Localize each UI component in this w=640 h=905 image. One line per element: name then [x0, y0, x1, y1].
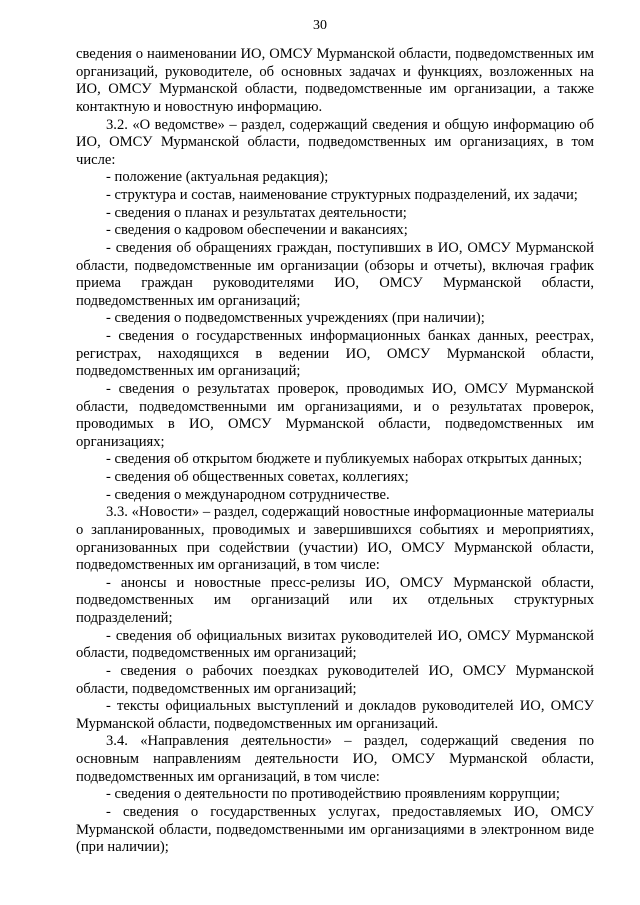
paragraph: - сведения о кадровом обеспечении и вакансиях; — [106, 222, 408, 239]
document-body — [76, 46, 594, 857]
paragraph: - сведения об официальных визитах руководителей ИО, ОМСУ Мурманской области, подведомственных им организаций; — [76, 627, 594, 662]
paragraph: - сведения о государственных информационных банках данных, реестрах, регистрах, находящихся в ведении ИО, ОМСУ Мурманской области, подведомственных им организаций; — [76, 328, 594, 380]
paragraph: - сведения об обращениях граждан, поступивших в ИО, ОМСУ Мурманской области, подведомственные им организации (обзоры и отчеты), включая график приема граждан руководителями ИО, ОМСУ Мурманской области, подведомственных им организаций; — [76, 239, 594, 309]
paragraph: - сведения об общественных советах, коллегиях; — [106, 469, 409, 485]
paragraph: - сведения о государственных услугах, предоставляемых ИО, ОМСУ Мурманской области, подведомственными им организациями в электронном виде (при наличии); — [76, 803, 594, 856]
paragraph: - сведения о международном сотрудничестве. — [106, 486, 390, 503]
paragraph: - сведения об открытом бюджете и публикуемых наборах открытых данных; — [106, 451, 583, 468]
paragraph: - сведения о подведомственных учреждениях (при наличии); — [106, 310, 485, 327]
paragraph: - анонсы и новостные пресс-релизы ИО, ОМСУ Мурманской области, подведомственных им организаций или их отдельных структурных подразделений; — [76, 574, 594, 626]
paragraph: - положение (актуальная редакция); — [106, 169, 329, 186]
paragraph: - тексты официальных выступлений и докладов руководителей ИО, ОМСУ Мурманской области, подведомственных им организаций. — [76, 698, 594, 732]
paragraph: - сведения о рабочих поездках руководителей ИО, ОМСУ Мурманской области, подведомственных им организаций; — [76, 662, 594, 697]
page-number: 30 — [313, 18, 327, 33]
paragraph: - сведения о планах и результатах деятельности; — [106, 204, 407, 221]
paragraph: сведения о наименовании ИО, ОМСУ Мурманской области, подведомственных им организаций, руководителе, об основных задачах и функциях, возложенных на ИО, ОМСУ Мурманской области, подведомственные им организации, а также контактную и новостную информацию. — [76, 46, 594, 115]
paragraph: - сведения о деятельности по противодействию проявлениям коррупции; — [106, 786, 560, 803]
paragraph: - структура и состав, наименование структурных подразделений, их задачи; — [106, 187, 578, 203]
paragraph: 3.3. «Новости» – раздел, содержащий новостные информационные материалы о запланированных, проводимых и завершившихся событиях и мероприятиях, организованных при содействии (участии) ИО, ОМСУ Мурманской области, подведомственных им организаций, в том числе: — [76, 504, 594, 574]
paragraph: - сведения о результатах проверок, проводимых ИО, ОМСУ Мурманской области, подведомственными им организациями, и о результатах проверок, проводимых в ИО, ОМСУ Мурманской области, подведомственных им организациях; — [76, 380, 594, 450]
paragraph: 3.2. «О ведомстве» – раздел, содержащий сведения и общую информацию об ИО, ОМСУ Мурманской области, подведомственных им организациях, в том числе: — [76, 116, 594, 168]
paragraph: 3.4. «Направления деятельности» – раздел, содержащий сведения по основным направлениям деятельности ИО, ОМСУ Мурманской области, подведомственных им организаций, в том числе: — [76, 733, 594, 785]
